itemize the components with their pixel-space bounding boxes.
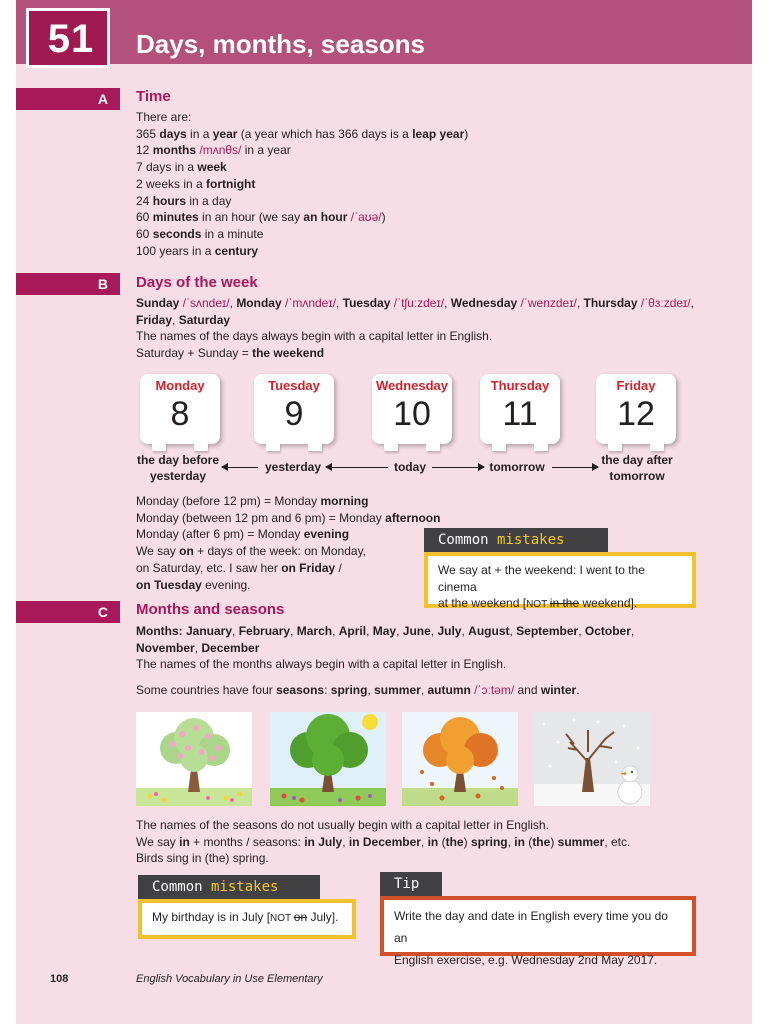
text-line: on Saturday, etc. I saw her on Friday / xyxy=(136,560,342,575)
section-letter: B xyxy=(97,276,108,292)
text-line: 2 weeks in a fortnight xyxy=(136,176,256,191)
calendar-card-monday xyxy=(140,374,220,444)
calendar-day: Friday xyxy=(616,378,656,393)
text-line: 60 minutes in an hour (we say an hour /ˈaʊə/) xyxy=(136,210,386,225)
calendar-stand xyxy=(384,443,398,451)
seasons-text xyxy=(136,682,580,699)
section-a-title: Time xyxy=(136,88,171,105)
text-line: Sunday /ˈsʌndeɪ/, Monday /ˈmʌndeɪ/, Tuesday /ˈtʃuːzdeɪ/, Wednesday /ˈwenzdeɪ/, Thursday /ˈθɜːzdeɪ/, xyxy=(136,296,694,310)
tomorrow-label: tomorrow xyxy=(489,460,545,474)
text-line: 365 days in a year (a year which has 366 days is a leap year) xyxy=(136,126,469,141)
text-line: November, December xyxy=(136,640,260,655)
calendar-date: 10 xyxy=(393,395,431,433)
calendar-stand xyxy=(650,443,664,451)
arrow-icon xyxy=(222,467,258,468)
section-b-tab xyxy=(16,273,120,295)
calendar-stand xyxy=(152,443,166,451)
text-line: Monday (between 12 pm and 6 pm) = Monday afternoon xyxy=(136,510,441,525)
day-after-tomorrow-label: the day after tomorrow xyxy=(601,453,673,483)
calendar-day: Monday xyxy=(155,378,205,393)
today-label: today xyxy=(393,460,426,474)
calendar-stand xyxy=(308,443,322,451)
unit-number: 51 xyxy=(47,17,95,61)
spring-tree-icon xyxy=(136,712,252,806)
common-mistakes-label: Common mistakes xyxy=(424,528,608,552)
text-line: at the weekend [NOT in the weekend]. xyxy=(438,596,638,611)
calendar-stand xyxy=(608,443,622,451)
calendar-date: 12 xyxy=(617,395,655,433)
text-line: The names of the months always begin with a capital letter in English. xyxy=(136,657,507,672)
section-c-title: Months and seasons xyxy=(136,601,285,618)
section-c-tab xyxy=(16,601,120,623)
text-line: Monday (before 12 pm) = Monday morning xyxy=(136,494,369,508)
text-line: Some countries have four seasons: spring, summer, autumn /ˈɔːtəm/ and winter. xyxy=(136,683,580,697)
calendar-card-tuesday xyxy=(254,374,334,444)
common-mistakes-box xyxy=(138,899,356,939)
text-line: English exercise, e.g. Wednesday 2nd May 2017. xyxy=(394,953,658,967)
calendar-stand xyxy=(534,443,548,451)
text-line: Saturday + Sunday = the weekend xyxy=(136,346,325,361)
calendar-stand xyxy=(426,443,440,451)
calendar-day: Thursday xyxy=(490,378,550,393)
seasons-usage-text xyxy=(136,817,630,867)
text-line: Monday (after 6 pm) = Monday evening xyxy=(136,527,350,542)
section-a-tab xyxy=(16,88,120,110)
text-line: Birds sing in (the) spring. xyxy=(136,851,269,866)
autumn-tree-icon xyxy=(402,712,518,806)
common-mistakes-box xyxy=(424,552,696,611)
days-of-week-text xyxy=(136,295,694,362)
sun-icon xyxy=(362,714,378,730)
summer-tree-icon xyxy=(270,712,386,806)
calendar-day: Wednesday xyxy=(375,378,448,393)
calendar-date: 11 xyxy=(502,395,538,433)
text-line: 60 seconds in a minute xyxy=(136,226,264,241)
tip-box xyxy=(380,896,696,967)
intro-line: There are: xyxy=(136,110,192,124)
calendar-stand xyxy=(266,443,280,451)
text-line: on Tuesday evening. xyxy=(136,577,251,592)
time-lines xyxy=(136,126,468,260)
text-line: 24 hours in a day xyxy=(136,193,232,208)
winter-tree-icon xyxy=(534,712,650,806)
section-letter: C xyxy=(97,604,108,620)
text-line: Months: January, February, March, April, May, June, July, August, September, October, xyxy=(136,624,635,638)
calendar-date: 8 xyxy=(170,395,190,433)
text-line: The names of the seasons do not usually begin with a capital letter in English. xyxy=(136,818,549,832)
unit-number-box xyxy=(26,8,110,68)
day-before-yesterday-label: the day before yesterday xyxy=(136,453,220,483)
text-line: Write the day and date in English every time you do an xyxy=(394,909,668,945)
common-mistakes-label: Common mistakes xyxy=(138,875,320,899)
text-line: My birthday is in July [NOT on July]. xyxy=(152,910,339,924)
text-line: 100 years in a century xyxy=(136,243,259,258)
section-b-title: Days of the week xyxy=(136,274,258,291)
calendar-card-thursday xyxy=(480,374,560,444)
calendar-day: Tuesday xyxy=(268,378,320,393)
text-line: We say at + the weekend: I went to the cinema xyxy=(438,563,645,594)
book-title: English Vocabulary in Use Elementary xyxy=(136,973,323,985)
text-line: We say in + months / seasons: in July, in December, in (the) spring, in (the) summer, etc. xyxy=(136,834,631,849)
text-line: Friday, Saturday xyxy=(136,312,231,327)
page-number: 108 xyxy=(50,973,69,985)
arrow-icon xyxy=(432,467,484,468)
arrow-icon xyxy=(326,467,388,468)
unit-title: Days, months, seasons xyxy=(136,29,425,59)
text-line: 12 months /mʌnθs/ in a year xyxy=(136,143,291,158)
calendar-date: 9 xyxy=(284,395,304,433)
yesterday-label: yesterday xyxy=(264,460,322,474)
text-line: The names of the days always begin with a capital letter in English. xyxy=(136,329,493,344)
calendar-stand xyxy=(492,443,506,451)
section-letter: A xyxy=(97,91,108,107)
calendar-card-friday xyxy=(596,374,676,444)
months-text xyxy=(136,623,634,673)
section-a-body xyxy=(136,109,468,259)
text-line: 7 days in a week xyxy=(136,160,227,175)
calendar-card-wednesday xyxy=(372,374,452,444)
calendar-stand xyxy=(194,443,208,451)
tip-label: Tip xyxy=(380,872,442,896)
parts-of-day-text xyxy=(136,493,440,593)
text-line: We say on + days of the week: on Monday, xyxy=(136,544,367,559)
